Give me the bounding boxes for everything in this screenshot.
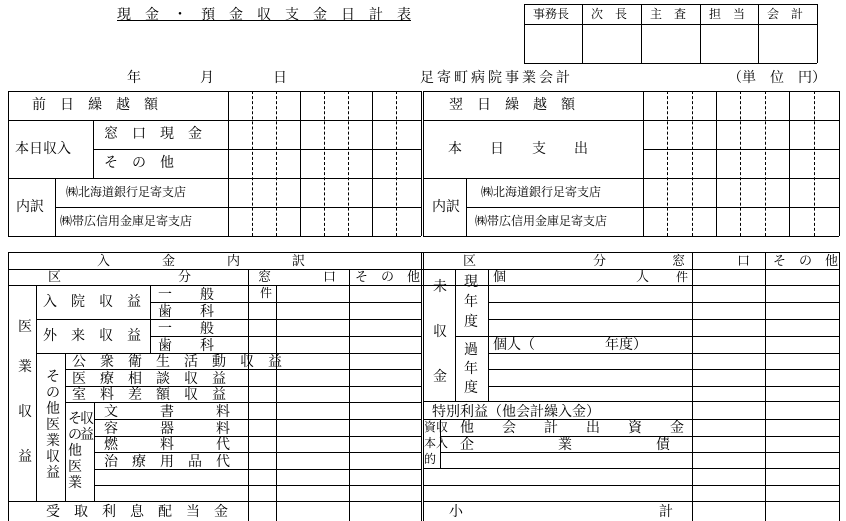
special-profit-label: 特別利益（他会計繰入金） [432,404,600,420]
medical-consult-label: 医 療 相 談 収 益 [72,371,226,387]
bank2-label: ㈱帯広信用金庫足寄支店 [475,214,608,228]
bank1-label: ㈱北海道銀行足寄支店 [66,185,187,199]
approval-label: 主 査 [650,7,687,21]
medical-income-char: 業 [18,359,32,375]
income-col-category: 区 分 [48,270,192,285]
medical-goods-label: 治 療 用 品 代 [104,454,230,470]
page-title: 現 金 ・ 預 金 収 支 金 日 計 表 [117,7,411,23]
other-medical-char: 収 [46,449,60,465]
organization-name: 足寄町病院事業会計 [420,70,573,86]
bonds-label: 企 業 債 [460,437,670,453]
bank1-label: ㈱北海道銀行足寄支店 [481,185,602,199]
other-medical-char: そ [46,369,60,385]
other-medical-char: 益 [46,465,60,481]
bank2-label: ㈱帯広信用金庫足寄支店 [60,214,193,228]
date-year: 年 [127,70,141,86]
room-diff-label: 室 料 差 額 収 益 [72,387,226,403]
breakdown-label: 内訳 [432,199,460,215]
prev-balance-label: 前 日 繰 越 額 [32,97,158,113]
interest-label: 受 取 利 息 配 当 金 [46,504,228,520]
today-payment-label: 本 日 支 出 [448,141,588,157]
documents-label: 文 書 料 [104,404,230,420]
outpatient-label: 外 来 収 益 [43,328,141,344]
next-balance-label: 翌 日 繰 越 額 [449,97,575,113]
other-medical-char: 他 [46,401,60,417]
other-income-char2: 収 [80,411,94,427]
receivable-col-other: そ の 他 [773,254,839,269]
current-year-char: 年 [464,294,478,310]
income-col-other: そ の 他 [355,270,421,285]
general-label: 一 般 [158,287,214,303]
approval-label: 事務長 [533,7,570,21]
date-day: 日 [273,70,287,86]
date-month: 月 [200,70,214,86]
today-income-label: 本日収入 [15,141,71,157]
dental-label: 歯 科 [158,304,214,320]
other-medical-char: 業 [46,433,60,449]
medical-income-char: 医 [18,319,32,335]
breakdown-label: 内訳 [16,199,44,215]
fuel-label: 燃 料 代 [104,437,230,453]
receivable-col-category: 区 分 [463,254,607,269]
capital-income-char: 的 [424,452,437,466]
past-year-char: 過 [464,342,478,358]
approval-label: 担 当 [709,7,746,21]
past-year-char: 年 [464,361,478,377]
receivable-col-window: 窓 口 [672,254,751,269]
inpatient-label: 入 院 収 益 [43,294,141,310]
containers-label: 容 器 料 [104,421,230,437]
capital-income-char: 資収 [424,420,449,434]
income-header: 入 金 内 訳 [97,254,306,269]
general-label: 一 般 [158,321,214,337]
other-income-char2: 益 [80,427,94,443]
unit-label: （単 位 円） [728,70,826,86]
items-note: 件 [676,270,689,284]
dental-label: 歯 科 [158,338,214,354]
approval-label: 次 長 [591,7,628,21]
medical-income-char: 収 [18,404,32,420]
public-health-label: 公 衆 衛 生 活 動 収 益 [72,354,282,370]
individual-year-label: 個人（ 年度） [493,337,647,353]
other-account-label: 他 会 計 出 資 金 [460,420,684,436]
past-year-char: 度 [464,380,478,396]
current-year-char: 現 [464,274,478,290]
other-medical-char: 医 [46,417,60,433]
uncollected-char: 収 [433,324,447,340]
other-income-char: 業 [68,475,82,491]
current-year-char: 度 [464,314,478,330]
individual-label: 個 人 [493,270,650,285]
approval-label: 会 計 [767,7,804,21]
income-col-window: 窓 口 [258,270,337,285]
other-income-char: そ [68,411,82,427]
subtotal-label: 小 計 [449,504,673,520]
capital-income-char: 本入 [424,436,449,450]
other-label: そ の 他 [104,155,174,171]
other-income-char: 他 [68,443,82,459]
other-medical-char: の [46,385,60,401]
other-income-char: の [68,427,82,443]
uncollected-char: 金 [433,369,447,385]
medical-income-char: 益 [18,449,32,465]
window-cash-label: 窓 口 現 金 [104,126,202,142]
items-note: 件 [260,286,273,300]
uncollected-char: 未 [433,279,447,295]
other-income-char: 医 [68,459,82,475]
